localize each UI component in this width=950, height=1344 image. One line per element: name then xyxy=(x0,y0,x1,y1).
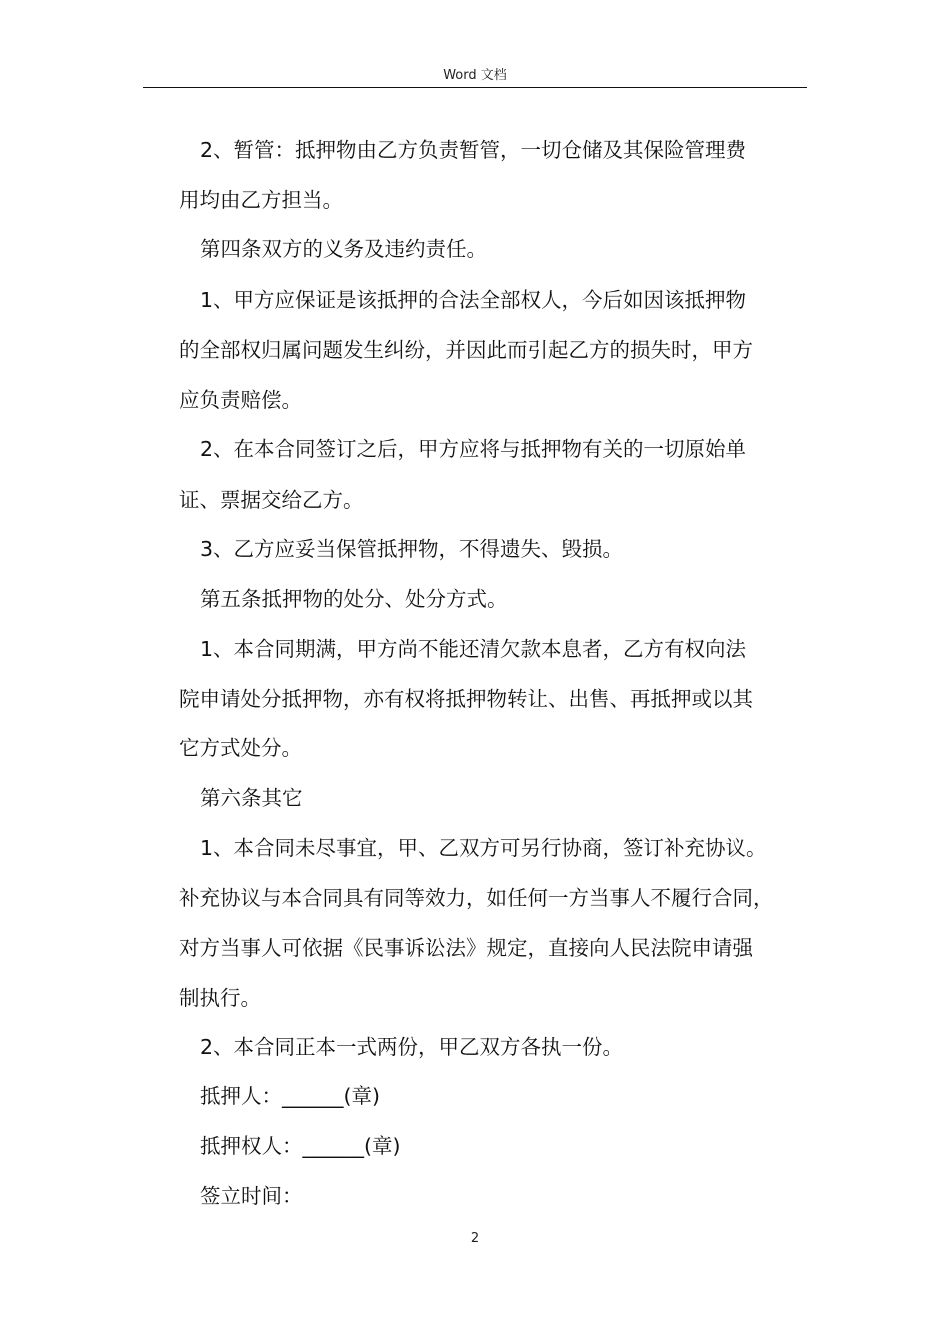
paragraph-line: 2、在本合同签订之后，甲方应将与抵押物有关的一切原始单 xyxy=(200,437,747,461)
paragraph-line: 院申请处分抵押物，亦有权将抵押物转让、出售、再抵押或以其 xyxy=(179,687,753,711)
paragraph-line: 第五条抵押物的处分、处分方式。 xyxy=(200,587,508,611)
paragraph-line: 1、本合同期满，甲方尚不能还清欠款本息者，乙方有权向法 xyxy=(200,637,747,661)
paragraph-line: 2、暂管：抵押物由乙方负责暂管，一切仓储及其保险管理费 xyxy=(200,138,747,162)
paragraph-line: 对方当事人可依据《民事诉讼法》规定，直接向人民法院申请强 xyxy=(179,936,753,960)
header-divider xyxy=(143,87,807,88)
paragraph-line: 它方式处分。 xyxy=(179,736,302,760)
page-number: 2 xyxy=(470,1231,480,1246)
paragraph-line: 1、甲方应保证是该抵押的合法全部权人，今后如因该抵押物 xyxy=(200,288,747,312)
signing-date-line: 签立时间： xyxy=(200,1184,303,1208)
paragraph-line: 制执行。 xyxy=(179,986,261,1010)
paragraph-line: 第四条双方的义务及违约责任。 xyxy=(200,237,487,261)
paragraph-line: 2、本合同正本一式两份，甲乙双方各执一份。 xyxy=(200,1035,624,1059)
paragraph-line: 1、本合同未尽事宜，甲、乙双方可另行协商，签订补充协议。 xyxy=(200,836,767,860)
header-title: Word 文档 xyxy=(443,68,507,83)
paragraph-line: 证、票据交给乙方。 xyxy=(179,488,364,512)
signature-line-mortgagee: 抵押权人：______(章) xyxy=(200,1134,401,1158)
signature-line-mortgagor: 抵押人：______(章) xyxy=(200,1084,380,1108)
paragraph-line: 用均由乙方担当。 xyxy=(179,188,343,212)
paragraph-line: 应负责赔偿。 xyxy=(179,388,302,412)
paragraph-line: 3、乙方应妥当保管抵押物，不得遗失、毁损。 xyxy=(200,537,624,561)
paragraph-line: 第六条其它 xyxy=(200,786,303,810)
paragraph-line: 的全部权归属问题发生纠纷，并因此而引起乙方的损失时，甲方 xyxy=(179,338,753,362)
paragraph-line: 补充协议与本合同具有同等效力，如任何一方当事人不履行合同， xyxy=(179,886,774,910)
